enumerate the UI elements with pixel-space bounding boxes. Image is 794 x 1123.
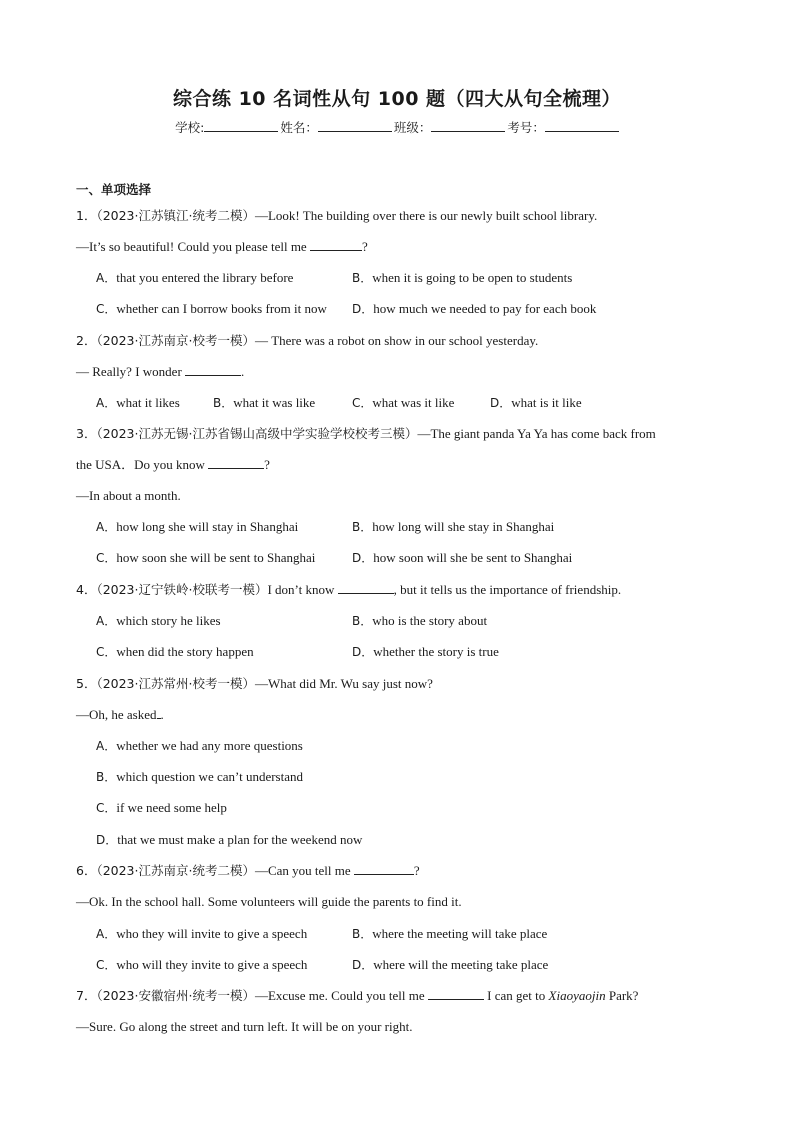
page-title: 综合练 10 名词性从句 100 题（四大从句全梳理） [172, 88, 622, 110]
question-4-options-row-2 [96, 643, 499, 661]
option-d[interactable]: D．that we must make a plan for the weekend now [96, 832, 363, 847]
question-4-options-row-1 [96, 612, 488, 630]
question-3-options-row-2 [96, 549, 573, 567]
question-text: ? [264, 457, 270, 472]
question-text: ? [413, 863, 420, 878]
question-number: 3． [76, 426, 97, 441]
answer-blank[interactable] [208, 456, 264, 469]
question-text: —It’s so beautiful! Could you please tell me [76, 239, 307, 254]
option-b[interactable]: B．what it was like [213, 395, 316, 410]
option-d[interactable]: D．how much we needed to pay for each book [352, 301, 597, 316]
question-text: —Excuse me. Could you tell me [254, 988, 425, 1003]
section-heading: 一、单项选择 [76, 182, 152, 197]
question-7-stem [76, 987, 638, 1005]
option-d[interactable]: D．how soon will she be sent to Shanghai [352, 550, 573, 565]
answer-blank[interactable] [185, 363, 241, 376]
question-3-stem-2 [76, 456, 270, 474]
option-a[interactable]: A．how long she will stay in Shanghai [96, 519, 299, 534]
question-text: Park? [608, 988, 639, 1003]
park-name: Xiaoyaojin [548, 988, 606, 1003]
option-c[interactable]: C．what was it like [352, 395, 455, 410]
question-source: （2023·安徽宿州·统考一模） [96, 988, 255, 1003]
option-c[interactable]: C．when did the story happen [96, 644, 254, 659]
question-5-stem [76, 675, 433, 693]
question-6-options-row-2 [96, 956, 549, 974]
option-d[interactable]: D．where will the meeting take place [352, 957, 549, 972]
question-number: 7． [76, 988, 97, 1003]
answer-blank[interactable] [354, 862, 414, 875]
option-b[interactable]: B．how long will she stay in Shanghai [352, 519, 555, 534]
question-6-stem-2 [76, 893, 462, 911]
question-2-stem [76, 332, 538, 350]
option-c[interactable]: C．whether can I borrow books from it now [96, 301, 327, 316]
school-label: 学校: [175, 120, 205, 135]
question-text: I can get to [487, 988, 546, 1003]
question-text: —Can you tell me [254, 863, 351, 878]
option-a[interactable]: A．who they will invite to give a speech [96, 926, 308, 941]
name-blank[interactable] [318, 119, 392, 132]
question-7-stem-2 [76, 1018, 412, 1036]
question-text: . [241, 364, 245, 379]
question-1-stem-2 [76, 238, 368, 256]
question-text: —Oh, he asked [76, 707, 157, 722]
option-a[interactable]: A．which story he likes [96, 613, 221, 628]
answer-blank[interactable] [428, 987, 484, 1000]
question-text: ? [361, 239, 368, 254]
question-source: （2023·江苏无锡·江苏省锡山高级中学实验学校校考三模） [96, 426, 418, 441]
question-text: . [160, 707, 164, 722]
option-c[interactable]: C．who will they invite to give a speech [96, 957, 308, 972]
question-text: —In about a month. [76, 488, 181, 503]
question-5-stem-2 [76, 706, 164, 724]
option-b[interactable]: B．who is the story about [352, 613, 488, 628]
class-blank[interactable] [431, 119, 505, 132]
exam-no-label: 考号： [507, 120, 545, 135]
school-blank[interactable] [204, 119, 278, 132]
question-6-options-row-1 [96, 925, 548, 943]
question-3-stem-3 [76, 487, 181, 505]
question-text: — There was a robot on show in our school yesterday. [254, 333, 539, 348]
option-b[interactable]: B．where the meeting will take place [352, 926, 548, 941]
question-source: （2023·江苏常州·校考一模） [96, 676, 255, 691]
option-a[interactable]: A．what it likes [96, 395, 180, 410]
question-text: —Ok. In the school hall. Some volunteers will guide the parents to find it. [76, 894, 462, 909]
question-source: （2023·江苏镇江·统考二模） [96, 208, 255, 223]
question-1-stem [76, 207, 597, 225]
option-b[interactable]: B．when it is going to be open to students [352, 270, 573, 285]
option-d[interactable]: D．whether the story is true [352, 644, 499, 659]
name-label: 姓名： [280, 120, 318, 135]
student-info-line [0, 118, 794, 136]
question-2-stem-2 [76, 363, 244, 381]
question-text: the USA．Do you know [76, 457, 205, 472]
question-4-stem [76, 581, 621, 599]
option-a[interactable]: A．whether we had any more questions [96, 738, 303, 753]
exam-no-blank[interactable] [545, 119, 619, 132]
question-text: — Really? I wonder [76, 364, 182, 379]
question-number: 5． [76, 676, 97, 691]
question-text: , but it tells us the importance of friendship. [393, 582, 622, 597]
question-text: —What did Mr. Wu say just now? [254, 676, 433, 691]
class-label: 班级： [393, 120, 432, 135]
question-source: （2023·江苏南京·统考二模） [96, 863, 255, 878]
answer-blank[interactable] [338, 581, 394, 594]
question-1-options-row-2 [96, 300, 597, 318]
question-1-options-row-1 [96, 269, 573, 287]
question-text: —Look! The building over there is our newly built school library. [254, 208, 598, 223]
question-text: —Sure. Go along the street and turn left. It will be on your right. [76, 1019, 413, 1034]
question-6-stem [76, 862, 420, 880]
question-number: 6． [76, 863, 97, 878]
question-text: I don’t know [267, 582, 335, 597]
option-d[interactable]: D．what is it like [490, 395, 582, 410]
question-text: —The giant panda Ya Ya has come back from [417, 426, 656, 441]
option-c[interactable]: C．if we need some help [96, 800, 227, 815]
question-number: 2． [76, 333, 97, 348]
answer-blank[interactable] [310, 238, 362, 251]
option-c[interactable]: C．how soon she will be sent to Shanghai [96, 550, 316, 565]
question-number: 1． [76, 208, 97, 223]
option-b[interactable]: B．which question we can’t understand [96, 769, 304, 784]
question-3-stem [76, 425, 656, 443]
question-number: 4． [76, 582, 97, 597]
question-3-options-row-1 [96, 518, 555, 536]
option-a[interactable]: A．that you entered the library before [96, 270, 294, 285]
question-source: （2023·辽宁铁岭·校联考一模） [96, 582, 268, 597]
question-source: （2023·江苏南京·校考一模） [96, 333, 255, 348]
